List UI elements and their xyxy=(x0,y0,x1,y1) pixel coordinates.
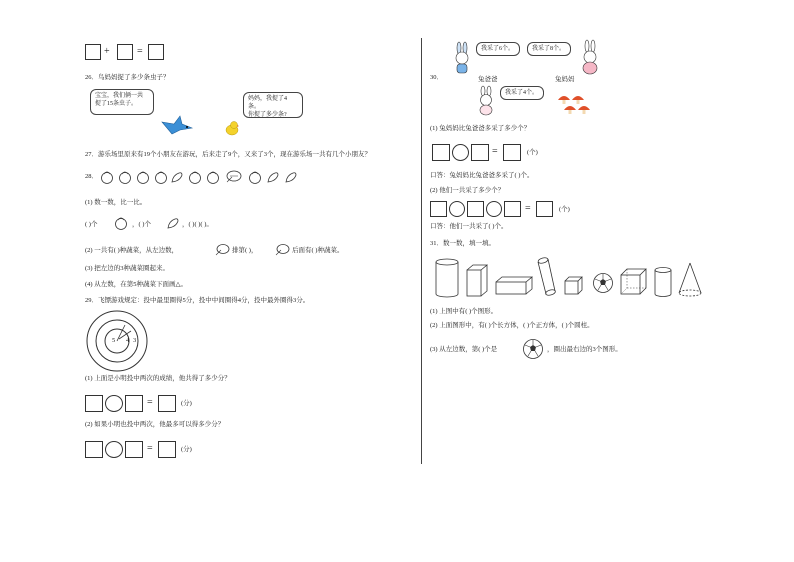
leafy-greens-icon xyxy=(274,243,290,257)
dartboard-icon xyxy=(85,309,149,373)
answer-box[interactable] xyxy=(85,441,103,458)
question-28-part-1: (1) 数一数，比一比。 xyxy=(85,199,147,206)
cylinder-tall-icon xyxy=(434,258,460,298)
leafy-greens-icon xyxy=(224,169,242,185)
rabbit-mom-icon xyxy=(579,40,601,76)
answer-box[interactable] xyxy=(504,201,521,217)
equals-sign: = xyxy=(137,46,143,57)
answer-box[interactable] xyxy=(148,44,164,60)
question-29-part-2: (2) 如果小明也投中两次，他最多可以得多少分？ xyxy=(85,421,225,428)
baby-speech-bubble: 我采了4个。 xyxy=(500,86,544,100)
leafy-greens-icon xyxy=(214,243,230,257)
operator-circle[interactable] xyxy=(486,201,502,217)
equals-sign: = xyxy=(147,397,153,408)
answer-box[interactable] xyxy=(125,395,143,412)
target-label-middle: 4 xyxy=(126,337,130,344)
eggplant-icon xyxy=(170,170,184,184)
question-29-part-1: (1) 上面是小明投中两次的成绩，他共得了多少分？ xyxy=(85,375,231,382)
mom-name-label: 兔妈妈 xyxy=(555,76,575,83)
cube-small-icon xyxy=(563,276,585,296)
answer-sentence-1: 口答：兔妈妈比兔爸爸多采了( )个。 xyxy=(430,172,534,179)
question-31-part-3b: ，圈出最右边的3个图形。 xyxy=(547,346,622,353)
cabbage-icon xyxy=(188,170,202,184)
unit-label: (个) xyxy=(559,206,570,213)
cylinder-short-icon xyxy=(653,266,673,298)
operator-circle[interactable] xyxy=(105,395,123,412)
cabbage-icon xyxy=(248,170,262,184)
operator-circle[interactable] xyxy=(452,144,469,161)
yellow-chick-icon xyxy=(224,120,240,136)
bubble-line: 宝宝，我们俩一共 xyxy=(95,93,144,99)
mushrooms-icon xyxy=(556,92,592,116)
cone-icon xyxy=(677,262,703,298)
answer-box[interactable] xyxy=(158,395,176,412)
cuboid-tall-icon xyxy=(465,264,489,298)
unit-label: (分) xyxy=(181,400,192,407)
question-31-part-2: (2) 上面图形中，有( )个长方体，( )个正方体，( )个圆柱。 xyxy=(430,322,594,329)
answer-box[interactable] xyxy=(158,441,176,458)
answer-box[interactable] xyxy=(125,441,143,458)
question-27-title: 27．游乐场里原来有19个小朋友在游玩，后来走了9个，又来了3个，现在游乐场一共有几个小朋友？ xyxy=(85,151,371,158)
cabbage-icon xyxy=(154,170,168,184)
question-31-part-1: (1) 上图中有( )个图形。 xyxy=(430,308,498,315)
count-blank-2: ，( )个 xyxy=(132,221,151,228)
cabbage-icon xyxy=(114,216,128,230)
baby-bird-speech-bubble xyxy=(90,89,154,115)
bubble-line: 妈妈，我捉了4条。 xyxy=(248,96,288,110)
cabbage-icon xyxy=(136,170,150,184)
dad-speech-bubble: 我采了6个。 xyxy=(476,42,520,56)
eggplant-icon xyxy=(284,170,298,184)
question-30-title: 30． xyxy=(430,74,443,81)
rabbit-baby-icon xyxy=(476,86,496,116)
rabbit-dad-icon xyxy=(452,42,472,76)
question-31-part-3a: (3) 从左边数，第( )个是 xyxy=(430,346,498,353)
count-blank-1: ( )个 xyxy=(85,221,98,228)
dad-name-label: 兔爸爸 xyxy=(478,76,498,83)
unit-label: (个) xyxy=(527,149,538,156)
operator-circle[interactable] xyxy=(105,441,123,458)
cabbage-icon xyxy=(118,170,132,184)
answer-box[interactable] xyxy=(430,201,447,217)
cabbage-icon xyxy=(206,170,220,184)
answer-box[interactable] xyxy=(85,395,103,412)
bubble-line: 你捉了多少条? xyxy=(248,112,287,118)
equals-sign: = xyxy=(492,146,498,157)
answer-box[interactable] xyxy=(503,144,521,161)
target-label-inner: 5 xyxy=(112,337,116,344)
eggplant-icon xyxy=(166,216,180,230)
question-28-part-3: (3) 把左边的3种蔬菜圈起来。 xyxy=(85,265,169,272)
equals-sign: = xyxy=(147,443,153,454)
cube-large-icon xyxy=(619,268,649,296)
question-26-title: 26．鸟妈妈捉了多少条虫子？ xyxy=(85,74,170,81)
question-28-part-2a: (2) 一共有( )种蔬菜，从左边数， xyxy=(85,247,179,254)
cylinder-tilted-icon xyxy=(534,256,556,298)
soccer-ball-icon xyxy=(522,338,544,360)
soccer-ball-icon xyxy=(592,272,614,294)
compare-blanks: ，( )( )( )。 xyxy=(182,221,213,228)
question-29-title: 29．飞镖游戏规定：投中最里圈得5分，投中中间圈得4分，投中最外圈得3分。 xyxy=(85,297,310,304)
mom-speech-bubble: 我采了8个。 xyxy=(527,42,571,56)
answer-box[interactable] xyxy=(467,201,484,217)
question-28-part-2c: 后面有( )种蔬菜。 xyxy=(292,247,344,254)
target-label-outer: 3 xyxy=(133,337,137,344)
operator-circle[interactable] xyxy=(449,201,465,217)
answer-sentence-2: 口答：他们一共采了( )个。 xyxy=(430,223,508,230)
bubble-line: 捉了15条虫子。 xyxy=(95,101,138,107)
question-28-title: 28． xyxy=(85,173,98,180)
answer-box[interactable] xyxy=(536,201,553,217)
cuboid-flat-icon xyxy=(494,276,534,296)
eggplant-icon xyxy=(266,170,280,184)
question-31-title: 31．数一数，填一填。 xyxy=(430,240,495,247)
cabbage-icon xyxy=(100,170,114,184)
blue-bird-icon xyxy=(160,114,194,136)
question-30-part-2: (2) 他们一共采了多少个？ xyxy=(430,187,505,194)
equals-sign: = xyxy=(525,203,531,214)
plus-sign: + xyxy=(104,46,110,57)
column-divider xyxy=(421,38,422,464)
unit-label: (分) xyxy=(181,446,192,453)
answer-box[interactable] xyxy=(85,44,101,60)
answer-box[interactable] xyxy=(471,144,489,161)
question-28-part-2b: 排第( )， xyxy=(232,247,258,254)
answer-box[interactable] xyxy=(432,144,450,161)
question-30-part-1: (1) 兔妈妈比兔爸爸多采了多少个？ xyxy=(430,125,531,132)
mom-bird-speech-bubble xyxy=(243,92,303,118)
answer-box[interactable] xyxy=(117,44,133,60)
question-28-part-4: (4) 从左数，在第5种蔬菜下面画△。 xyxy=(85,281,187,288)
